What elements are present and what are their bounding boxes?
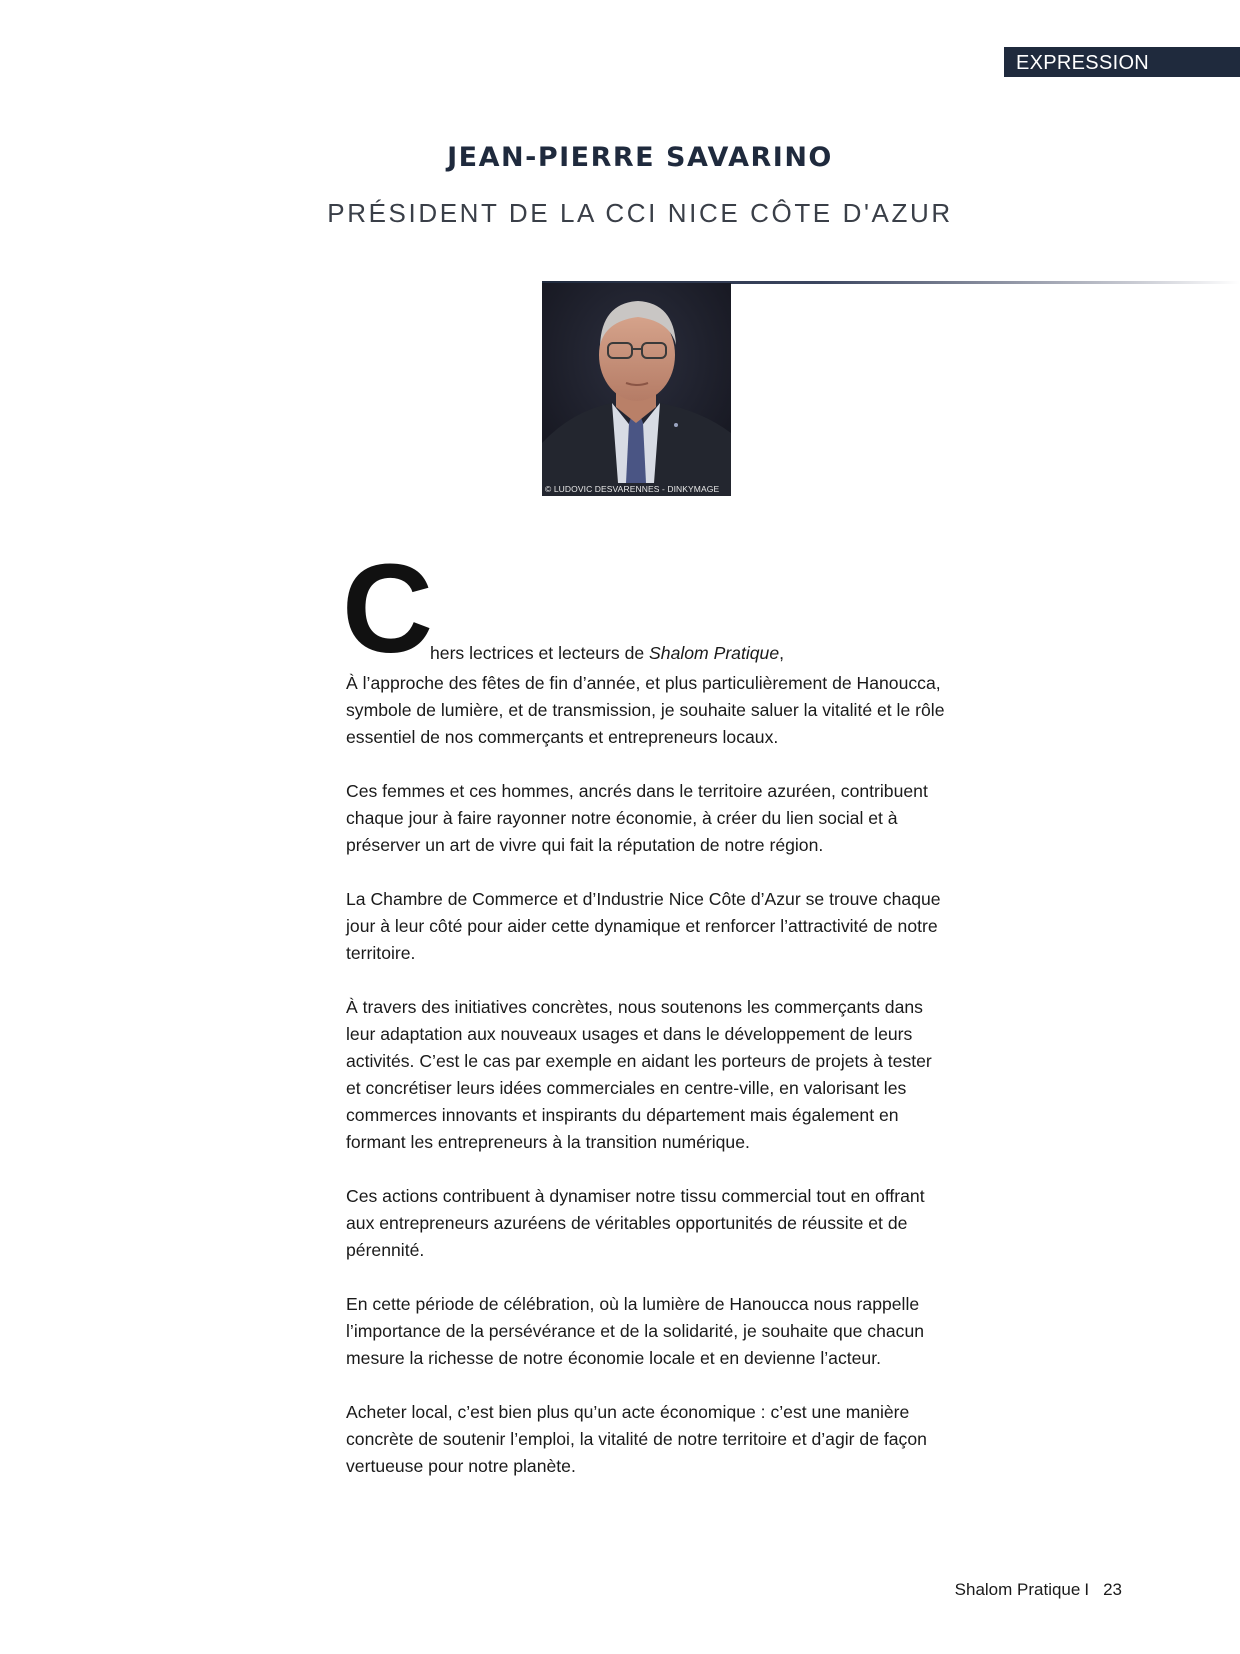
paragraph: Ces femmes et ces hommes, ancrés dans le territoire azuréen, contribuent chaque jour à faire rayonner notre économie, à créer du lien social et à préserver un art de vivre qui fait la réputation de notre région. (346, 781, 928, 855)
page-footer (955, 1580, 1122, 1600)
footer-publication: Shalom Pratique (954, 1580, 1081, 1599)
paragraph: En cette période de célébration, où la lumière de Hanoucca nous rappelle l’importance de la persévérance et de la solidarité, je souhaite que chacun mesure la richesse de notre économie locale et en devienne l’acteur. (346, 1294, 925, 1368)
footer-separator: I (1084, 1580, 1090, 1599)
portrait-illustration (542, 283, 731, 496)
drop-cap: C (342, 538, 433, 679)
greeting (342, 538, 946, 679)
paragraph: Ces actions contribuent à dynamiser notre tissu commercial tout en offrant aux entrepreneurs azuréens de véritables opportunités de réussite et de pérennité. (346, 1186, 925, 1260)
paragraph: Acheter local, c’est bien plus qu’un acte économique : c’est une manière concrète de soutenir l’emploi, la vitalité de notre territoire et d’agir de façon vertueuse pour notre planète. (346, 1402, 927, 1476)
author-name: JEAN-PIERRE SAVARINO (447, 142, 833, 173)
paragraph: À travers des initiatives concrètes, nous soutenons les commerçants dans leur adaptation aux nouveaux usages et dans le développement de leurs activités. C’est le cas par exemple en aidant les porteurs de projets à tester et concrétiser leurs idées commerciales en centre-ville, en valorisant les commerces innovants et inspirants du département mais également en formant les entrepreneurs à la transition numérique. (346, 997, 932, 1152)
author-role: PRÉSIDENT DE LA CCI NICE CÔTE D'AZUR (327, 198, 953, 228)
article-body (342, 538, 946, 1507)
paragraph: À l’approche des fêtes de fin d’année, et plus particulièrement de Hanoucca, symbole de lumière, et de transmission, je souhaite saluer la vitalité et le rôle essentiel de nos commerçants et entrepreneurs locaux. (346, 673, 945, 747)
photo-credit: © LUDOVIC DESVARENNES - DINKYMAGE (545, 484, 720, 494)
publication-name: Shalom Pratique (649, 643, 780, 663)
author-portrait (542, 283, 731, 496)
greeting-text: hers lectrices et lecteurs de Shalom Pratique, (430, 643, 785, 663)
page-number: 23 (1103, 1580, 1122, 1599)
paragraph: La Chambre de Commerce et d’Industrie Nice Côte d’Azur se trouve chaque jour à leur côté pour aider cette dynamique et renforcer l’attractivité de notre territoire. (346, 889, 941, 963)
section-tag: EXPRESSION (1004, 47, 1240, 77)
